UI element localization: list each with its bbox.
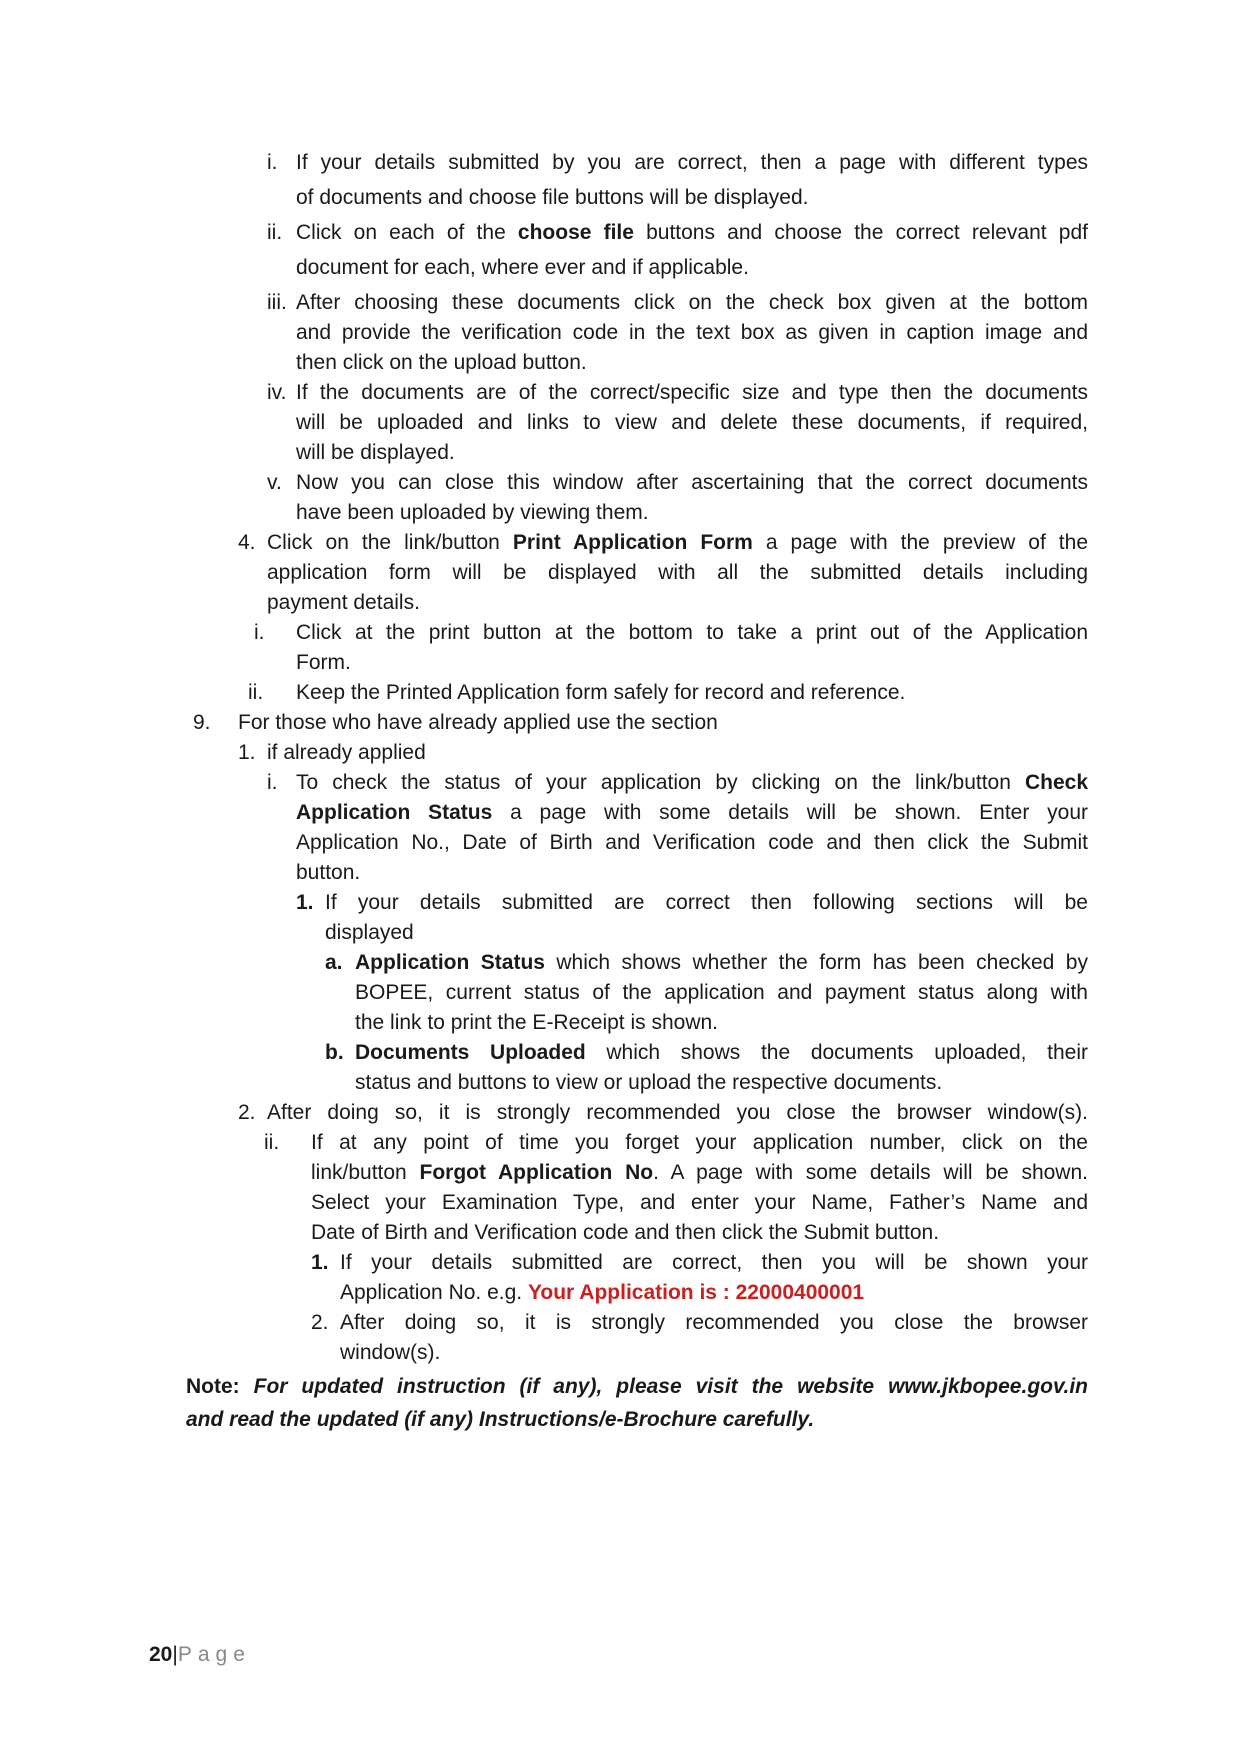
list-item-text: Documents Uploaded which shows the documents uploaded, their (355, 1041, 1088, 1064)
list-item-text: After doing so, it is strongly recommended you close the browser (340, 1311, 1088, 1334)
list-item-text: Application No., Date of Birth and Verification code and then click the Submit (296, 831, 1088, 854)
page-label: Page (177, 1643, 251, 1666)
list-marker: 4. (238, 531, 256, 554)
list-item-text: will be uploaded and links to view and delete these documents, if required, (296, 411, 1088, 434)
list-item-text: For those who have already applied use the section (238, 711, 718, 734)
list-item-text: Click on each of the choose file buttons and choose the correct relevant pdf (296, 221, 1088, 244)
documents-uploaded-term: Documents Uploaded (355, 1041, 586, 1064)
list-item-text: Application No. e.g. Your Application is : 22000400001 (340, 1281, 865, 1304)
list-marker: a. (325, 951, 343, 974)
list-item-text: then click on the upload button. (296, 351, 587, 374)
list-item-text: If at any point of time you forget your application number, click on the (311, 1131, 1088, 1154)
list-marker: 2. (238, 1101, 256, 1124)
list-item-text: Select your Examination Type, and enter your Name, Father’s Name and (311, 1191, 1088, 1214)
list-item-text: Date of Birth and Verification code and then click the Submit button. (311, 1221, 940, 1244)
note-line-2: and read the updated (if any) Instructions/e-Brochure carefully. (186, 1408, 815, 1431)
list-item-text: will be displayed. (296, 441, 455, 464)
list-marker: v. (267, 471, 282, 494)
forgot-application-no-term: Forgot Application No (419, 1161, 654, 1184)
check-term: Check (1024, 771, 1088, 794)
list-item-text: payment details. (267, 591, 420, 614)
print-application-form-term: Print Application Form (512, 531, 753, 554)
note-line-1: Note: For updated instruction (if any), please visit the website www.jkbopee.gov.in (186, 1375, 1088, 1398)
list-item-text: Keep the Printed Application form safely for record and reference. (296, 681, 906, 704)
note-label: Note: (186, 1375, 240, 1398)
list-item-text: link/button Forgot Application No. A page with some details will be shown. (311, 1161, 1088, 1184)
list-item-text: window(s). (340, 1341, 441, 1364)
list-item-text: After choosing these documents click on the check box given at the bottom (296, 291, 1088, 314)
page-number: 20 (149, 1643, 173, 1666)
list-marker: 2. (311, 1311, 329, 1334)
list-item-text: Now you can close this window after ascertaining that the correct documents (296, 471, 1088, 494)
list-item-text: if already applied (267, 741, 426, 764)
list-item-text: If the documents are of the correct/specific size and type then the documents (296, 381, 1088, 404)
list-item-text: Click on the link/button Print Application Form a page with the preview of the (267, 531, 1088, 554)
list-item-text: button. (296, 861, 361, 884)
list-item-text: If your details submitted by you are correct, then a page with different types (296, 151, 1088, 174)
list-marker: 1. (296, 891, 314, 914)
example-application-number: Your Application is : 22000400001 (527, 1281, 865, 1304)
list-item-text: application form will be displayed with all the submitted details including (267, 561, 1088, 584)
list-marker: iv. (267, 381, 287, 404)
list-marker: 1. (238, 741, 256, 764)
application-status-term: Application Status (296, 801, 493, 824)
list-item-text: and provide the verification code in the text box as given in caption image and (296, 321, 1088, 344)
choose-file-term: choose file (517, 221, 634, 244)
list-marker: ii. (267, 221, 283, 244)
footer-separator: | (172, 1643, 178, 1666)
list-marker: i. (267, 151, 278, 174)
list-marker: ii. (248, 681, 264, 704)
list-item-text: If your details submitted are correct, then you will be shown your (340, 1251, 1088, 1274)
list-item-text: BOPEE, current status of the application and payment status along with (355, 981, 1088, 1004)
list-marker: iii. (267, 291, 287, 314)
list-item-text: status and buttons to view or upload the respective documents. (355, 1071, 943, 1094)
list-item-text: After doing so, it is strongly recommended you close the browser window(s). (267, 1101, 1088, 1124)
page-footer (149, 1640, 251, 1670)
list-item-text: document for each, where ever and if applicable. (296, 256, 749, 279)
list-item-text: Application Status which shows whether the form has been checked by (355, 951, 1088, 974)
list-marker: i. (254, 621, 265, 644)
application-status-term: Application Status (355, 951, 545, 974)
list-item-text: If your details submitted are correct then following sections will be (325, 891, 1088, 914)
list-marker: i. (267, 771, 278, 794)
list-marker: b. (325, 1041, 344, 1064)
list-item-text: To check the status of your application by clicking on the link/button Check (296, 771, 1088, 794)
list-item-text: have been uploaded by viewing them. (296, 501, 649, 524)
list-item-text: of documents and choose file buttons will be displayed. (296, 186, 809, 209)
list-item-text: Application Status a page with some details will be shown. Enter your (296, 801, 1088, 824)
list-marker: ii. (264, 1131, 280, 1154)
list-marker: 9. (193, 711, 211, 734)
list-item-text: Form. (296, 651, 351, 674)
list-item-text: the link to print the E-Receipt is shown. (355, 1011, 719, 1034)
list-item-text: Click at the print button at the bottom to take a print out of the Application (296, 621, 1088, 644)
list-marker: 1. (311, 1251, 329, 1274)
list-item-text: displayed (325, 921, 414, 944)
